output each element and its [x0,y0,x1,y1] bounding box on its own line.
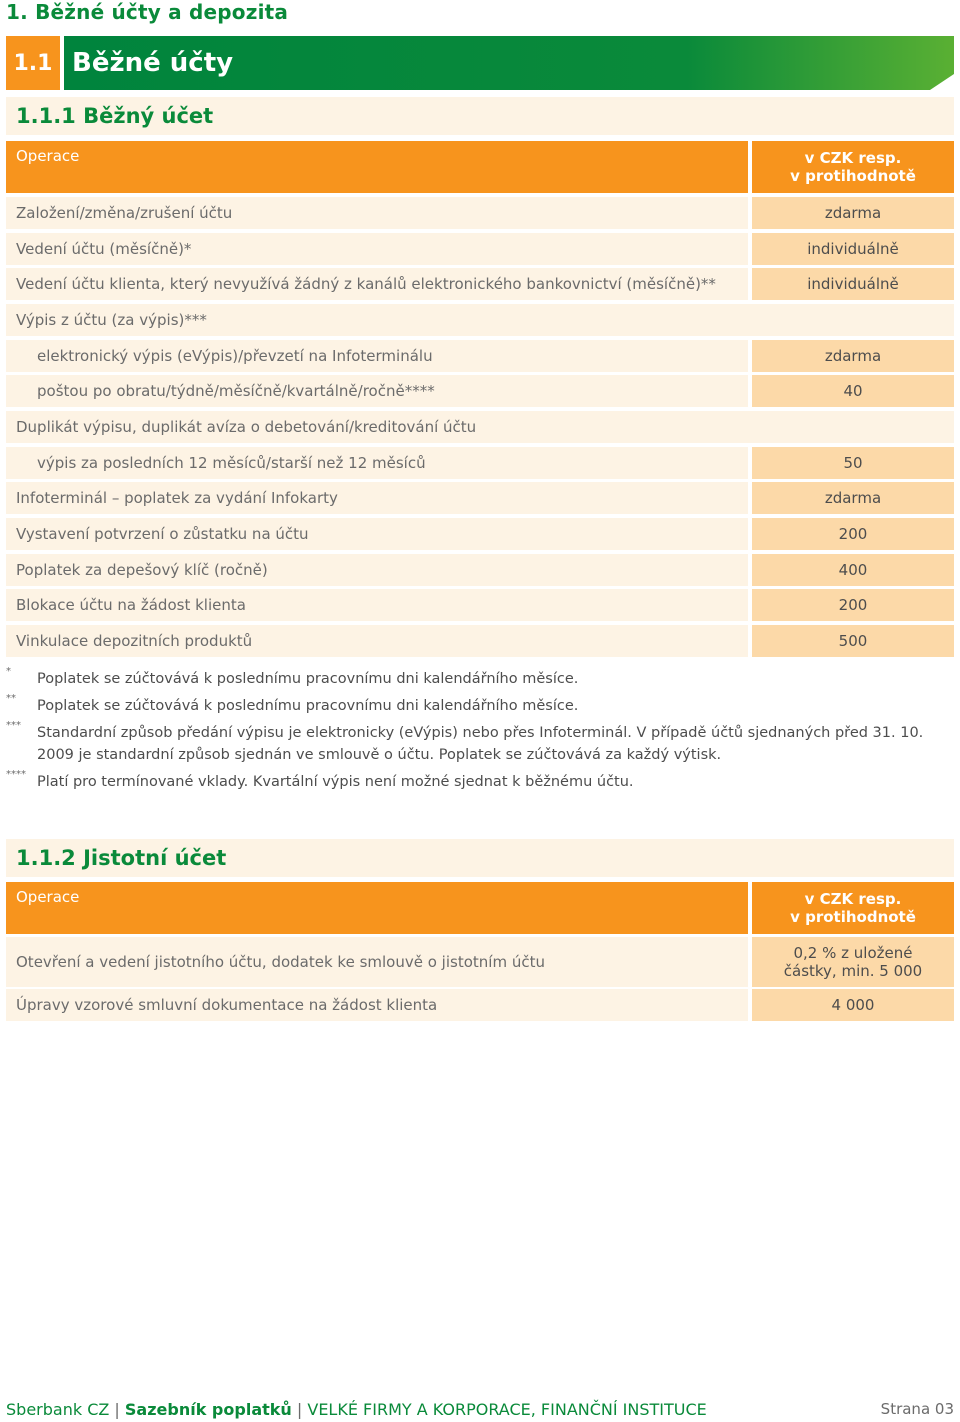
table-row [6,304,954,336]
chapter-heading: 1. Běžné účty a depozita [6,0,289,24]
row-value: 200 [752,518,954,550]
table2-header [6,882,954,934]
table-row [6,989,954,1021]
section-number: 1.1 [6,36,60,90]
banner-corner [930,74,954,90]
table-row [6,518,954,550]
subsection-title-2: 1.1.2 Jistotní účet [6,839,954,877]
row-label: Výpis z účtu (za výpis)*** [6,304,954,336]
row-label: Blokace účtu na žádost klienta [6,589,748,621]
footer-separator: | [296,1400,308,1419]
footnote-text: Standardní způsob předání výpisu je elektronicky (eVýpis) nebo přes Infoterminál. V případě účtů sjednaných před 31. 10. 2009 je standardní způsob sjednán ve smlouvě o účtu. Poplatek se zúčtovává za každý výtisk. [37,725,924,763]
footer-separator: | [114,1400,125,1419]
table-row [6,589,954,621]
footnote-mark: * [6,666,11,677]
table-row [6,554,954,586]
subsection-title-1: 1.1.1 Běžný účet [6,97,954,135]
page-number: Strana 03 [880,1400,954,1418]
row-value: 400 [752,554,954,586]
row-label: Duplikát výpisu, duplikát avíza o debetování/kreditování účtu [6,411,954,443]
table-row [6,937,954,987]
table1-header [6,141,954,193]
table-row [6,447,954,479]
table-row [6,411,954,443]
table1-header-value-line1: v CZK resp. [804,149,902,167]
footer-left [6,1400,707,1419]
row-value: zdarma [752,482,954,514]
row-label: Vedení účtu (měsíčně)* [6,233,748,265]
footer-segment: VELKÉ FIRMY A KORPORACE, FINANČNÍ INSTITUCE [307,1400,707,1419]
footnote-mark: *** [6,720,21,731]
table1-header-value [752,141,954,193]
table-row [6,340,954,372]
footer-brand: Sberbank CZ [6,1400,110,1419]
row-label: poštou po obratu/týdně/měsíčně/kvartálně/ročně**** [6,375,748,407]
row-value: 50 [752,447,954,479]
row-value: 200 [752,589,954,621]
table2-header-value [752,882,954,934]
table2-header-label: Operace [6,882,748,934]
row-label: Otevření a vedení jistotního účtu, dodatek ke smlouvě o jistotním účtu [6,937,748,987]
row-label: Vedení účtu klienta, který nevyužívá žádný z kanálů elektronického bankovnictví (měsíčně)** [6,268,748,300]
row-value: 40 [752,375,954,407]
row-value: zdarma [752,197,954,229]
row-label: Založení/změna/zrušení účtu [6,197,748,229]
row-label: elektronický výpis (eVýpis)/převzetí na Infoterminálu [6,340,748,372]
footnote-mark: **** [6,769,26,780]
section-title: Běžné účty [64,36,954,90]
row-label: výpis za posledních 12 měsíců/starší než 12 měsíců [6,447,748,479]
table-row [6,375,954,407]
table2-header-value-line2: v protihodnotě [790,908,916,926]
table-row [6,233,954,265]
row-label: Úpravy vzorové smluvní dokumentace na žádost klienta [6,989,748,1021]
footnote-text: Poplatek se zúčtovává k poslednímu pracovnímu dni kalendářního měsíce. [37,698,579,714]
row-label: Poplatek za depešový klíč (ročně) [6,554,748,586]
table-row [6,268,954,300]
row-value: 4 000 [752,989,954,1021]
row-value: 500 [752,625,954,657]
table1-header-value-line2: v protihodnotě [790,167,916,185]
table2-header-value-line1: v CZK resp. [804,890,902,908]
page-footer [6,1400,954,1419]
row-value: zdarma [752,340,954,372]
row-label: Infoterminál – poplatek za vydání Infokarty [6,482,748,514]
table1-header-label: Operace [6,141,748,193]
table-row [6,482,954,514]
footer-doc: Sazebník poplatků [124,1400,292,1419]
footnote-text: Poplatek se zúčtovává k poslednímu pracovnímu dni kalendářního měsíce. [37,671,579,687]
table-row [6,625,954,657]
footnote-mark: ** [6,693,16,704]
section-banner [6,36,954,90]
row-label: Vinkulace depozitních produktů [6,625,748,657]
row-label: Vystavení potvrzení o zůstatku na účtu [6,518,748,550]
footnote-text: Platí pro termínované vklady. Kvartální výpis není možné sjednat k běžnému účtu. [37,774,634,790]
row-value: individuálně [752,233,954,265]
row-value: individuálně [752,268,954,300]
row-value: 0,2 % z uložené částky, min. 5 000 [752,937,954,987]
table-row [6,197,954,229]
